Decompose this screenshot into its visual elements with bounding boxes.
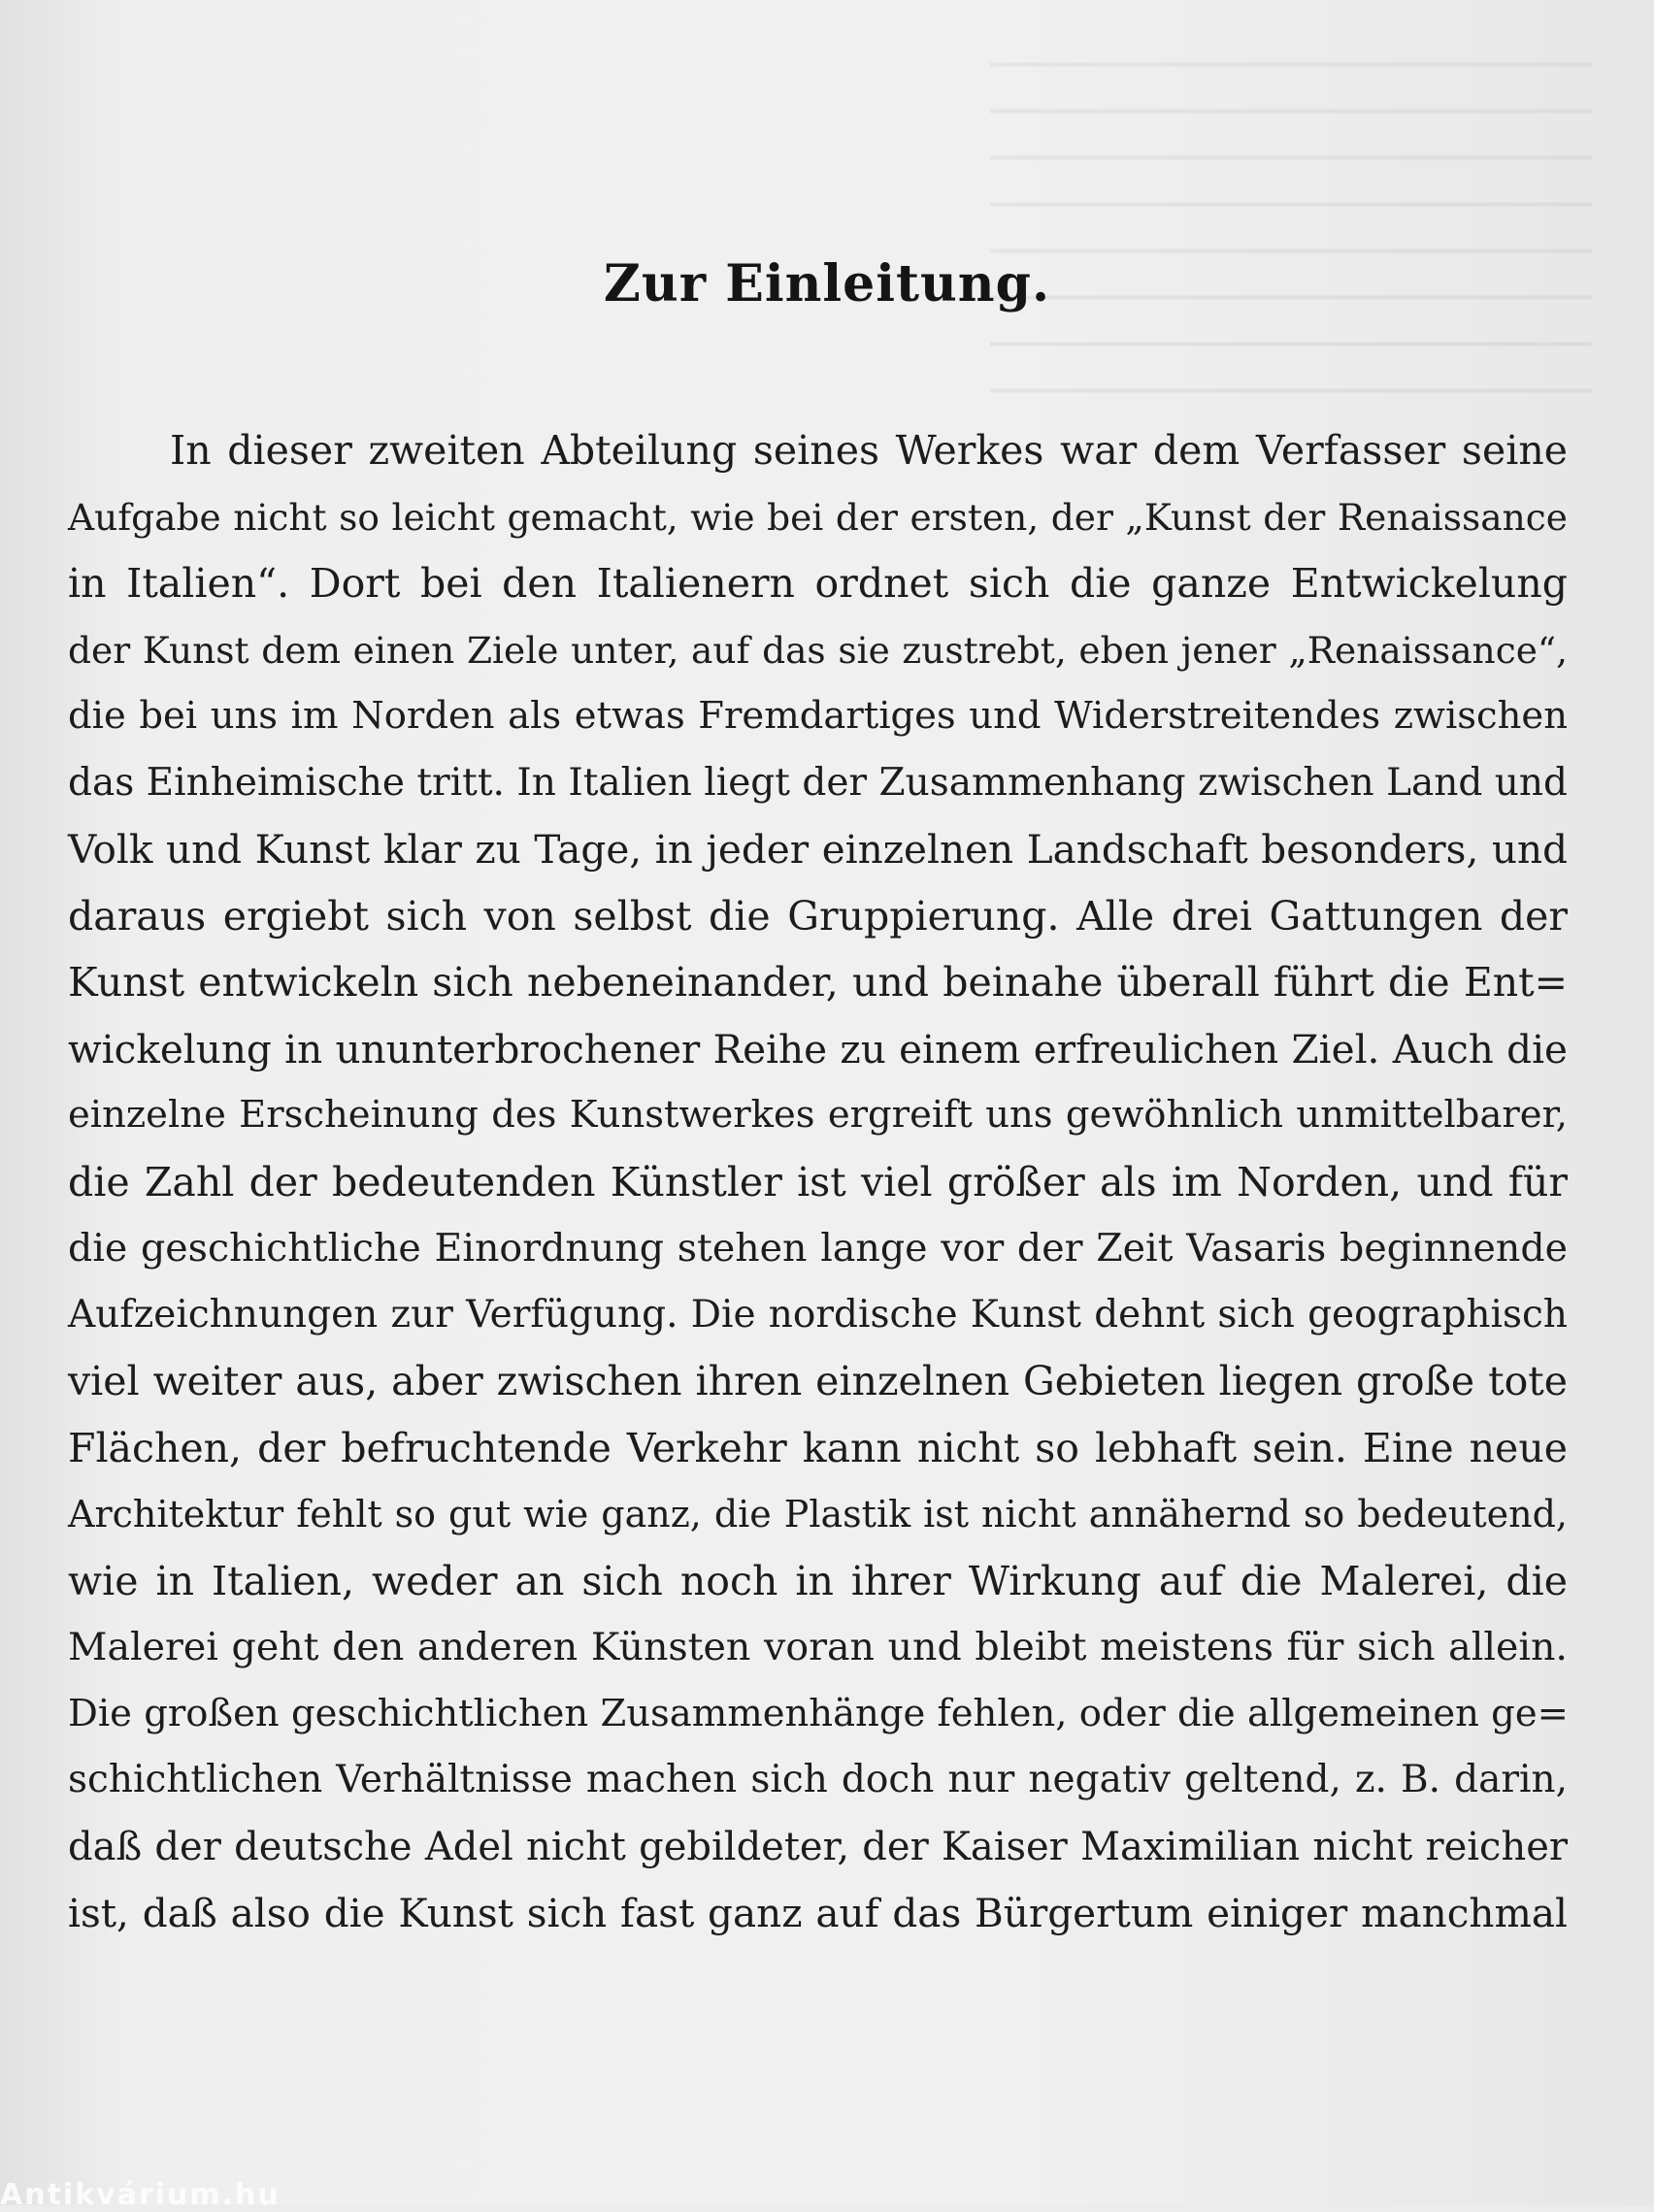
text-line: der Kunst dem einen Ziele unter, auf das sie zustrebt, eben jener „Renaissance“, [68, 628, 1568, 672]
text-line: viel weiter aus, aber zwischen ihren einzelnen Gebieten liegen große tote [68, 1358, 1568, 1404]
text-line: in Italien“. Dort bei den Italienern ordnet sich die ganze Entwickelung [68, 560, 1568, 607]
text-line: wickelung in ununterbrochener Reihe zu einem erfreulichen Ziel. Auch die [68, 1025, 1568, 1073]
text-line: das Einheimische tritt. In Italien liegt der Zusammenhang zwischen Land und [68, 760, 1568, 805]
text-line: Volk und Kunst klar zu Tage, in jeder einzelnen Landschaft besonders, und [68, 826, 1568, 873]
text-line: Architektur fehlt so gut wie ganz, die Plastik ist nicht annähernd so bedeutend, [68, 1493, 1568, 1535]
text-line: wie in Italien, weder an sich noch in ihrer Wirkung auf die Malerei, die [68, 1557, 1568, 1604]
text-line: In dieser zweiten Abteilung seines Werkes war dem Verfasser seine [170, 427, 1568, 474]
text-line: Aufgabe nicht so leicht gemacht, wie bei der ersten, der „Kunst der Renaissance [68, 495, 1568, 539]
bleed-through-text [990, 39, 1592, 408]
text-line: die geschichtliche Einordnung stehen lange vor der Zeit Vasaris beginnende [68, 1226, 1568, 1271]
text-line: ist, daß also die Kunst sich fast ganz auf das Bürgertum einiger manchmal [68, 1890, 1568, 1936]
watermark: Antikvárium.hu [0, 2178, 281, 2212]
text-line: Malerei geht den anderen Künsten voran und bleibt meistens für sich allein. [68, 1625, 1568, 1669]
text-line: Flächen, der befruchtende Verkehr kann nicht so lebhaft sein. Eine neue [68, 1424, 1568, 1471]
body-paragraph [68, 417, 1568, 1947]
text-line: Aufzeichnungen zur Verfügung. Die nordische Kunst dehnt sich geographisch [68, 1292, 1568, 1337]
text-line: die bei uns im Norden als etwas Fremdartiges und Widerstreitendes zwischen [68, 694, 1568, 738]
text-line: Kunst entwickeln sich nebeneinander, und beinahe überall führt die Ent= [68, 959, 1568, 1006]
text-line: die Zahl der bedeutenden Künstler ist viel größer als im Norden, und für [68, 1158, 1568, 1205]
text-line: daraus ergiebt sich von selbst die Gruppierung. Alle drei Gattungen der [68, 892, 1568, 940]
chapter-title: Zur Einleitung. [603, 254, 1051, 314]
text-line: schichtlichen Verhältnisse machen sich doch nur negativ geltend, z. B. darin, [68, 1758, 1568, 1801]
text-line: einzelne Erscheinung des Kunstwerkes ergreift uns gewöhnlich unmittelbarer, [68, 1093, 1568, 1137]
text-line: Die großen geschichtlichen Zusammenhänge fehlen, oder die allgemeinen ge= [68, 1691, 1569, 1735]
text-line: daß der deutsche Adel nicht gebildeter, der Kaiser Maximilian nicht reicher [68, 1824, 1568, 1869]
